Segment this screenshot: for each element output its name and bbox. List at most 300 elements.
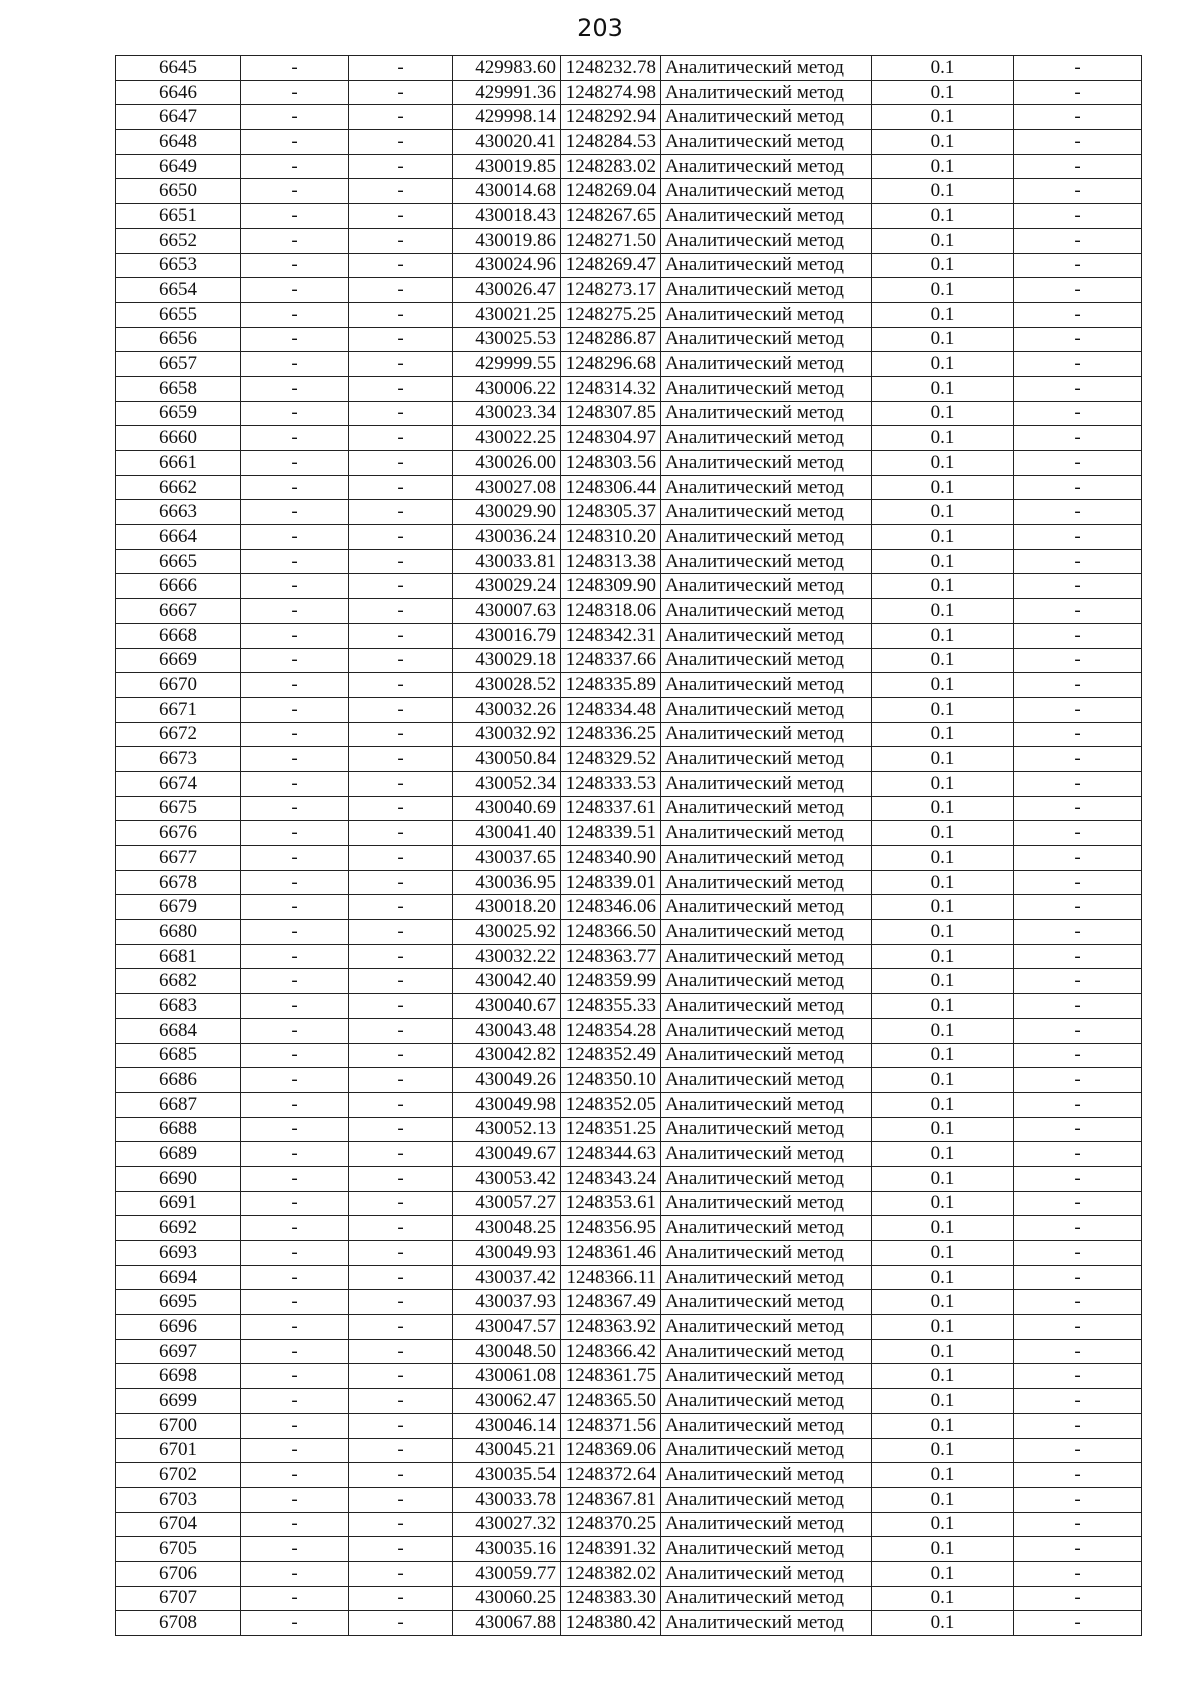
dash-cell: - [241, 747, 349, 772]
y-coordinate-cell: 1248383.30 [561, 1586, 661, 1611]
x-coordinate-cell: 430049.67 [453, 1142, 561, 1167]
dash-cell: - [1014, 1512, 1142, 1537]
dash-cell: - [241, 722, 349, 747]
table-row [116, 1117, 1142, 1142]
table-row [116, 1092, 1142, 1117]
point-number-cell: 6688 [116, 1117, 241, 1142]
point-number-cell: 6670 [116, 673, 241, 698]
x-coordinate-cell: 430042.82 [453, 1043, 561, 1068]
table-row [116, 920, 1142, 945]
x-coordinate-cell: 430046.14 [453, 1413, 561, 1438]
point-number-cell: 6706 [116, 1561, 241, 1586]
dash-cell: - [241, 1166, 349, 1191]
method-cell: Аналитический метод [661, 56, 872, 81]
dash-cell: - [349, 1117, 453, 1142]
dash-cell: - [241, 1290, 349, 1315]
accuracy-cell: 0.1 [872, 376, 1014, 401]
dash-cell: - [241, 623, 349, 648]
y-coordinate-cell: 1248366.11 [561, 1265, 661, 1290]
accuracy-cell: 0.1 [872, 673, 1014, 698]
point-number-cell: 6654 [116, 278, 241, 303]
method-cell: Аналитический метод [661, 1043, 872, 1068]
table-row [116, 204, 1142, 229]
dash-cell: - [1014, 1068, 1142, 1093]
table-row [116, 944, 1142, 969]
y-coordinate-cell: 1248352.49 [561, 1043, 661, 1068]
table-row [116, 154, 1142, 179]
point-number-cell: 6697 [116, 1339, 241, 1364]
x-coordinate-cell: 430033.81 [453, 549, 561, 574]
x-coordinate-cell: 430026.47 [453, 278, 561, 303]
accuracy-cell: 0.1 [872, 1191, 1014, 1216]
point-number-cell: 6676 [116, 821, 241, 846]
accuracy-cell: 0.1 [872, 1166, 1014, 1191]
dash-cell: - [1014, 1241, 1142, 1266]
dash-cell: - [241, 697, 349, 722]
x-coordinate-cell: 430067.88 [453, 1611, 561, 1636]
dash-cell: - [241, 920, 349, 945]
table-row [116, 895, 1142, 920]
dash-cell: - [1014, 1043, 1142, 1068]
point-number-cell: 6658 [116, 376, 241, 401]
x-coordinate-cell: 430052.34 [453, 771, 561, 796]
dash-cell: - [241, 525, 349, 550]
dash-cell: - [1014, 599, 1142, 624]
point-number-cell: 6660 [116, 426, 241, 451]
y-coordinate-cell: 1248339.01 [561, 870, 661, 895]
dash-cell: - [349, 895, 453, 920]
y-coordinate-cell: 1248372.64 [561, 1463, 661, 1488]
accuracy-cell: 0.1 [872, 796, 1014, 821]
y-coordinate-cell: 1248309.90 [561, 574, 661, 599]
point-number-cell: 6679 [116, 895, 241, 920]
x-coordinate-cell: 430007.63 [453, 599, 561, 624]
accuracy-cell: 0.1 [872, 1339, 1014, 1364]
point-number-cell: 6649 [116, 154, 241, 179]
accuracy-cell: 0.1 [872, 1043, 1014, 1068]
accuracy-cell: 0.1 [872, 1611, 1014, 1636]
dash-cell: - [1014, 648, 1142, 673]
dash-cell: - [349, 1043, 453, 1068]
table-row [116, 1561, 1142, 1586]
accuracy-cell: 0.1 [872, 1092, 1014, 1117]
method-cell: Аналитический метод [661, 1265, 872, 1290]
y-coordinate-cell: 1248271.50 [561, 228, 661, 253]
dash-cell: - [1014, 1537, 1142, 1562]
x-coordinate-cell: 430029.90 [453, 500, 561, 525]
accuracy-cell: 0.1 [872, 327, 1014, 352]
dash-cell: - [349, 549, 453, 574]
x-coordinate-cell: 430029.24 [453, 574, 561, 599]
dash-cell: - [1014, 1191, 1142, 1216]
dash-cell: - [241, 204, 349, 229]
point-number-cell: 6671 [116, 697, 241, 722]
x-coordinate-cell: 430036.95 [453, 870, 561, 895]
point-number-cell: 6681 [116, 944, 241, 969]
method-cell: Аналитический метод [661, 376, 872, 401]
method-cell: Аналитический метод [661, 648, 872, 673]
method-cell: Аналитический метод [661, 401, 872, 426]
y-coordinate-cell: 1248284.53 [561, 130, 661, 155]
y-coordinate-cell: 1248318.06 [561, 599, 661, 624]
dash-cell: - [1014, 1413, 1142, 1438]
accuracy-cell: 0.1 [872, 771, 1014, 796]
dash-cell: - [349, 56, 453, 81]
dash-cell: - [241, 278, 349, 303]
dash-cell: - [1014, 1463, 1142, 1488]
method-cell: Аналитический метод [661, 1315, 872, 1340]
point-number-cell: 6662 [116, 475, 241, 500]
method-cell: Аналитический метод [661, 944, 872, 969]
point-number-cell: 6648 [116, 130, 241, 155]
y-coordinate-cell: 1248306.44 [561, 475, 661, 500]
dash-cell: - [349, 228, 453, 253]
dash-cell: - [1014, 1364, 1142, 1389]
dash-cell: - [349, 1265, 453, 1290]
table-row [116, 821, 1142, 846]
dash-cell: - [349, 204, 453, 229]
accuracy-cell: 0.1 [872, 401, 1014, 426]
dash-cell: - [241, 1043, 349, 1068]
accuracy-cell: 0.1 [872, 994, 1014, 1019]
accuracy-cell: 0.1 [872, 451, 1014, 476]
table-row [116, 500, 1142, 525]
dash-cell: - [349, 1438, 453, 1463]
dash-cell: - [349, 599, 453, 624]
method-cell: Аналитический метод [661, 920, 872, 945]
table-row [116, 1537, 1142, 1562]
dash-cell: - [1014, 130, 1142, 155]
dash-cell: - [241, 401, 349, 426]
accuracy-cell: 0.1 [872, 525, 1014, 550]
table-row [116, 673, 1142, 698]
x-coordinate-cell: 430027.08 [453, 475, 561, 500]
method-cell: Аналитический метод [661, 1339, 872, 1364]
dash-cell: - [1014, 253, 1142, 278]
table-row [116, 870, 1142, 895]
method-cell: Аналитический метод [661, 1512, 872, 1537]
y-coordinate-cell: 1248365.50 [561, 1389, 661, 1414]
dash-cell: - [241, 1438, 349, 1463]
method-cell: Аналитический метод [661, 697, 872, 722]
x-coordinate-cell: 430059.77 [453, 1561, 561, 1586]
point-number-cell: 6696 [116, 1315, 241, 1340]
dash-cell: - [1014, 994, 1142, 1019]
dash-cell: - [1014, 920, 1142, 945]
point-number-cell: 6695 [116, 1290, 241, 1315]
x-coordinate-cell: 430045.21 [453, 1438, 561, 1463]
dash-cell: - [1014, 944, 1142, 969]
dash-cell: - [1014, 475, 1142, 500]
dash-cell: - [349, 179, 453, 204]
table-row [116, 623, 1142, 648]
x-coordinate-cell: 430028.52 [453, 673, 561, 698]
dash-cell: - [241, 1216, 349, 1241]
y-coordinate-cell: 1248273.17 [561, 278, 661, 303]
point-number-cell: 6693 [116, 1241, 241, 1266]
dash-cell: - [241, 302, 349, 327]
accuracy-cell: 0.1 [872, 1512, 1014, 1537]
y-coordinate-cell: 1248267.65 [561, 204, 661, 229]
x-coordinate-cell: 430036.24 [453, 525, 561, 550]
dash-cell: - [1014, 870, 1142, 895]
accuracy-cell: 0.1 [872, 1315, 1014, 1340]
dash-cell: - [1014, 352, 1142, 377]
dash-cell: - [241, 1389, 349, 1414]
accuracy-cell: 0.1 [872, 1537, 1014, 1562]
dash-cell: - [241, 1191, 349, 1216]
dash-cell: - [1014, 376, 1142, 401]
table-row [116, 1364, 1142, 1389]
accuracy-cell: 0.1 [872, 648, 1014, 673]
dash-cell: - [349, 426, 453, 451]
x-coordinate-cell: 429983.60 [453, 56, 561, 81]
dash-cell: - [349, 722, 453, 747]
dash-cell: - [1014, 846, 1142, 871]
dash-cell: - [1014, 722, 1142, 747]
method-cell: Аналитический метод [661, 1586, 872, 1611]
x-coordinate-cell: 430042.40 [453, 969, 561, 994]
dash-cell: - [349, 747, 453, 772]
dash-cell: - [349, 500, 453, 525]
method-cell: Аналитический метод [661, 327, 872, 352]
table-row [116, 352, 1142, 377]
method-cell: Аналитический метод [661, 1463, 872, 1488]
dash-cell: - [349, 623, 453, 648]
dash-cell: - [241, 673, 349, 698]
y-coordinate-cell: 1248274.98 [561, 80, 661, 105]
point-number-cell: 6646 [116, 80, 241, 105]
dash-cell: - [349, 451, 453, 476]
method-cell: Аналитический метод [661, 623, 872, 648]
accuracy-cell: 0.1 [872, 80, 1014, 105]
method-cell: Аналитический метод [661, 1561, 872, 1586]
dash-cell: - [1014, 179, 1142, 204]
x-coordinate-cell: 430023.34 [453, 401, 561, 426]
y-coordinate-cell: 1248359.99 [561, 969, 661, 994]
accuracy-cell: 0.1 [872, 228, 1014, 253]
method-cell: Аналитический метод [661, 451, 872, 476]
table-row [116, 1611, 1142, 1636]
x-coordinate-cell: 430037.93 [453, 1290, 561, 1315]
dash-cell: - [1014, 549, 1142, 574]
dash-cell: - [1014, 1389, 1142, 1414]
table-row [116, 1241, 1142, 1266]
y-coordinate-cell: 1248353.61 [561, 1191, 661, 1216]
method-cell: Аналитический метод [661, 475, 872, 500]
table-row [116, 1043, 1142, 1068]
dash-cell: - [349, 920, 453, 945]
table-row [116, 525, 1142, 550]
dash-cell: - [1014, 1142, 1142, 1167]
dash-cell: - [241, 327, 349, 352]
dash-cell: - [241, 253, 349, 278]
accuracy-cell: 0.1 [872, 549, 1014, 574]
y-coordinate-cell: 1248334.48 [561, 697, 661, 722]
table-row [116, 1142, 1142, 1167]
dash-cell: - [349, 105, 453, 130]
x-coordinate-cell: 430032.92 [453, 722, 561, 747]
x-coordinate-cell: 430025.53 [453, 327, 561, 352]
dash-cell: - [241, 599, 349, 624]
y-coordinate-cell: 1248310.20 [561, 525, 661, 550]
table-row [116, 253, 1142, 278]
table-row [116, 1290, 1142, 1315]
table-row [116, 1018, 1142, 1043]
accuracy-cell: 0.1 [872, 56, 1014, 81]
accuracy-cell: 0.1 [872, 302, 1014, 327]
dash-cell: - [349, 1241, 453, 1266]
y-coordinate-cell: 1248369.06 [561, 1438, 661, 1463]
point-number-cell: 6653 [116, 253, 241, 278]
accuracy-cell: 0.1 [872, 179, 1014, 204]
dash-cell: - [241, 1241, 349, 1266]
accuracy-cell: 0.1 [872, 1241, 1014, 1266]
dash-cell: - [349, 673, 453, 698]
point-number-cell: 6705 [116, 1537, 241, 1562]
point-number-cell: 6661 [116, 451, 241, 476]
dash-cell: - [241, 500, 349, 525]
y-coordinate-cell: 1248382.02 [561, 1561, 661, 1586]
dash-cell: - [1014, 56, 1142, 81]
dash-cell: - [1014, 1315, 1142, 1340]
table-row [116, 179, 1142, 204]
dash-cell: - [1014, 1561, 1142, 1586]
y-coordinate-cell: 1248356.95 [561, 1216, 661, 1241]
dash-cell: - [1014, 1092, 1142, 1117]
dash-cell: - [349, 796, 453, 821]
accuracy-cell: 0.1 [872, 1463, 1014, 1488]
table-row [116, 278, 1142, 303]
x-coordinate-cell: 430029.18 [453, 648, 561, 673]
dash-cell: - [349, 525, 453, 550]
y-coordinate-cell: 1248351.25 [561, 1117, 661, 1142]
method-cell: Аналитический метод [661, 105, 872, 130]
dash-cell: - [1014, 500, 1142, 525]
dash-cell: - [349, 327, 453, 352]
method-cell: Аналитический метод [661, 1241, 872, 1266]
dash-cell: - [241, 771, 349, 796]
method-cell: Аналитический метод [661, 796, 872, 821]
dash-cell: - [241, 1586, 349, 1611]
y-coordinate-cell: 1248363.92 [561, 1315, 661, 1340]
y-coordinate-cell: 1248361.75 [561, 1364, 661, 1389]
table-row [116, 722, 1142, 747]
x-coordinate-cell: 430024.96 [453, 253, 561, 278]
accuracy-cell: 0.1 [872, 1117, 1014, 1142]
method-cell: Аналитический метод [661, 895, 872, 920]
method-cell: Аналитический метод [661, 1438, 872, 1463]
dash-cell: - [241, 80, 349, 105]
method-cell: Аналитический метод [661, 1191, 872, 1216]
point-number-cell: 6708 [116, 1611, 241, 1636]
point-number-cell: 6701 [116, 1438, 241, 1463]
dash-cell: - [241, 1339, 349, 1364]
dash-cell: - [241, 1413, 349, 1438]
dash-cell: - [1014, 80, 1142, 105]
point-number-cell: 6685 [116, 1043, 241, 1068]
dash-cell: - [349, 401, 453, 426]
y-coordinate-cell: 1248380.42 [561, 1611, 661, 1636]
y-coordinate-cell: 1248344.63 [561, 1142, 661, 1167]
table-row [116, 451, 1142, 476]
dash-cell: - [1014, 1611, 1142, 1636]
accuracy-cell: 0.1 [872, 969, 1014, 994]
point-number-cell: 6664 [116, 525, 241, 550]
accuracy-cell: 0.1 [872, 130, 1014, 155]
point-number-cell: 6650 [116, 179, 241, 204]
dash-cell: - [1014, 1290, 1142, 1315]
dash-cell: - [1014, 1216, 1142, 1241]
y-coordinate-cell: 1248371.56 [561, 1413, 661, 1438]
method-cell: Аналитический метод [661, 969, 872, 994]
table-row [116, 1512, 1142, 1537]
table-body [116, 56, 1142, 1636]
accuracy-cell: 0.1 [872, 278, 1014, 303]
dash-cell: - [241, 1487, 349, 1512]
dash-cell: - [349, 1339, 453, 1364]
point-number-cell: 6663 [116, 500, 241, 525]
dash-cell: - [349, 944, 453, 969]
table-row [116, 796, 1142, 821]
method-cell: Аналитический метод [661, 870, 872, 895]
dash-cell: - [241, 105, 349, 130]
table-row [116, 1413, 1142, 1438]
x-coordinate-cell: 430060.25 [453, 1586, 561, 1611]
method-cell: Аналитический метод [661, 1117, 872, 1142]
accuracy-cell: 0.1 [872, 623, 1014, 648]
method-cell: Аналитический метод [661, 1364, 872, 1389]
dash-cell: - [241, 1611, 349, 1636]
dash-cell: - [349, 1463, 453, 1488]
table-row [116, 1389, 1142, 1414]
y-coordinate-cell: 1248343.24 [561, 1166, 661, 1191]
method-cell: Аналитический метод [661, 204, 872, 229]
dash-cell: - [349, 846, 453, 871]
dash-cell: - [241, 154, 349, 179]
y-coordinate-cell: 1248283.02 [561, 154, 661, 179]
dash-cell: - [241, 56, 349, 81]
table-row [116, 747, 1142, 772]
dash-cell: - [1014, 1339, 1142, 1364]
y-coordinate-cell: 1248303.56 [561, 451, 661, 476]
y-coordinate-cell: 1248352.05 [561, 1092, 661, 1117]
y-coordinate-cell: 1248305.37 [561, 500, 661, 525]
table-row [116, 105, 1142, 130]
dash-cell: - [1014, 821, 1142, 846]
dash-cell: - [349, 1512, 453, 1537]
method-cell: Аналитический метод [661, 426, 872, 451]
method-cell: Аналитический метод [661, 1611, 872, 1636]
x-coordinate-cell: 430037.65 [453, 846, 561, 871]
table-row [116, 1586, 1142, 1611]
dash-cell: - [1014, 401, 1142, 426]
dash-cell: - [241, 796, 349, 821]
y-coordinate-cell: 1248304.97 [561, 426, 661, 451]
point-number-cell: 6666 [116, 574, 241, 599]
table-row [116, 771, 1142, 796]
accuracy-cell: 0.1 [872, 747, 1014, 772]
dash-cell: - [349, 1389, 453, 1414]
accuracy-cell: 0.1 [872, 1290, 1014, 1315]
method-cell: Аналитический метод [661, 130, 872, 155]
y-coordinate-cell: 1248275.25 [561, 302, 661, 327]
point-number-cell: 6652 [116, 228, 241, 253]
y-coordinate-cell: 1248329.52 [561, 747, 661, 772]
method-cell: Аналитический метод [661, 154, 872, 179]
x-coordinate-cell: 430048.50 [453, 1339, 561, 1364]
table-row [116, 327, 1142, 352]
